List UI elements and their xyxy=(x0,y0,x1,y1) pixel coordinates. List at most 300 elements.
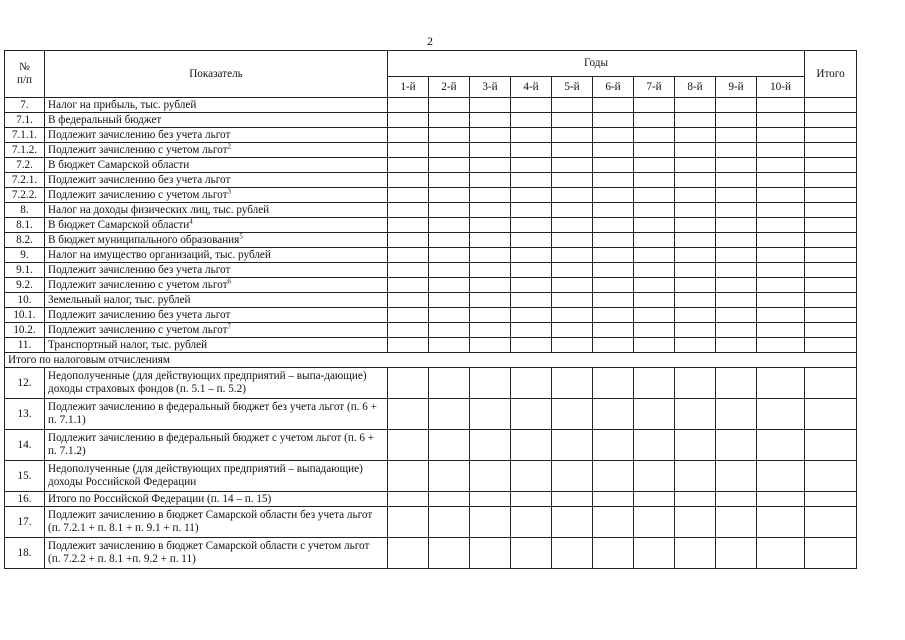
total-cell[interactable] xyxy=(805,338,857,353)
year-cell[interactable] xyxy=(470,278,511,293)
year-cell[interactable] xyxy=(511,173,552,188)
header-total: Итого xyxy=(805,51,857,98)
year-cell[interactable] xyxy=(429,308,470,323)
year-cell[interactable] xyxy=(675,492,716,507)
year-cell[interactable] xyxy=(429,113,470,128)
year-cell[interactable] xyxy=(757,399,805,430)
year-cell[interactable] xyxy=(593,248,634,263)
year-cell[interactable] xyxy=(634,293,675,308)
year-cell[interactable] xyxy=(634,507,675,538)
year-cell[interactable] xyxy=(552,263,593,278)
year-cell[interactable] xyxy=(388,158,429,173)
year-cell[interactable] xyxy=(470,173,511,188)
total-cell[interactable] xyxy=(805,158,857,173)
year-cell[interactable] xyxy=(429,461,470,492)
year-cell[interactable] xyxy=(716,158,757,173)
year-cell[interactable] xyxy=(388,218,429,233)
year-cell[interactable] xyxy=(675,128,716,143)
year-cell[interactable] xyxy=(552,158,593,173)
year-cell[interactable] xyxy=(593,308,634,323)
year-cell[interactable] xyxy=(511,399,552,430)
year-cell[interactable] xyxy=(675,308,716,323)
header-year-5: 5-й xyxy=(552,77,593,98)
year-cell[interactable] xyxy=(675,143,716,158)
year-cell[interactable] xyxy=(429,323,470,338)
year-cell[interactable] xyxy=(388,338,429,353)
year-cell[interactable] xyxy=(552,113,593,128)
year-cell[interactable] xyxy=(757,233,805,248)
year-cell[interactable] xyxy=(388,98,429,113)
year-cell[interactable] xyxy=(675,218,716,233)
table-row xyxy=(5,173,857,188)
year-cell[interactable] xyxy=(716,492,757,507)
table-row xyxy=(5,278,857,293)
year-cell[interactable] xyxy=(429,173,470,188)
year-cell[interactable] xyxy=(429,263,470,278)
year-cell[interactable] xyxy=(388,538,429,569)
year-cell[interactable] xyxy=(511,218,552,233)
row-label: В федеральный бюджет xyxy=(45,113,388,128)
section-row xyxy=(5,353,857,368)
year-cell[interactable] xyxy=(429,158,470,173)
year-cell[interactable] xyxy=(634,368,675,399)
total-cell[interactable] xyxy=(805,233,857,248)
year-cell[interactable] xyxy=(552,173,593,188)
year-cell[interactable] xyxy=(470,98,511,113)
year-cell[interactable] xyxy=(552,218,593,233)
year-cell[interactable] xyxy=(716,203,757,218)
year-cell[interactable] xyxy=(675,399,716,430)
year-cell[interactable] xyxy=(552,338,593,353)
table-row xyxy=(5,218,857,233)
total-cell[interactable] xyxy=(805,507,857,538)
year-cell[interactable] xyxy=(388,113,429,128)
year-cell[interactable] xyxy=(429,399,470,430)
year-cell[interactable] xyxy=(470,218,511,233)
row-label: Налог на прибыль, тыс. рублей xyxy=(45,98,388,113)
total-cell[interactable] xyxy=(805,248,857,263)
year-cell[interactable] xyxy=(511,323,552,338)
year-cell[interactable] xyxy=(757,173,805,188)
year-cell[interactable] xyxy=(511,233,552,248)
year-cell[interactable] xyxy=(470,233,511,248)
year-cell[interactable] xyxy=(388,507,429,538)
total-cell[interactable] xyxy=(805,430,857,461)
table-row xyxy=(5,248,857,263)
year-cell[interactable] xyxy=(429,233,470,248)
year-cell[interactable] xyxy=(429,338,470,353)
year-cell[interactable] xyxy=(511,278,552,293)
year-cell[interactable] xyxy=(511,128,552,143)
year-cell[interactable] xyxy=(593,98,634,113)
year-cell[interactable] xyxy=(634,338,675,353)
year-cell[interactable] xyxy=(757,128,805,143)
year-cell[interactable] xyxy=(716,233,757,248)
year-cell[interactable] xyxy=(552,430,593,461)
year-cell[interactable] xyxy=(552,143,593,158)
year-cell[interactable] xyxy=(593,430,634,461)
year-cell[interactable] xyxy=(552,248,593,263)
year-cell[interactable] xyxy=(470,338,511,353)
total-cell[interactable] xyxy=(805,308,857,323)
year-cell[interactable] xyxy=(634,143,675,158)
year-cell[interactable] xyxy=(716,507,757,538)
year-cell[interactable] xyxy=(675,203,716,218)
year-cell[interactable] xyxy=(593,203,634,218)
row-number: 16. xyxy=(5,492,45,507)
year-cell[interactable] xyxy=(511,248,552,263)
year-cell[interactable] xyxy=(716,128,757,143)
row-number: 7.1.1. xyxy=(5,128,45,143)
year-cell[interactable] xyxy=(470,399,511,430)
year-cell[interactable] xyxy=(593,263,634,278)
year-cell[interactable] xyxy=(511,538,552,569)
year-cell[interactable] xyxy=(675,98,716,113)
row-number: 10.2. xyxy=(5,323,45,338)
row-number: 9.2. xyxy=(5,278,45,293)
year-cell[interactable] xyxy=(388,278,429,293)
total-cell[interactable] xyxy=(805,113,857,128)
total-cell[interactable] xyxy=(805,368,857,399)
year-cell[interactable] xyxy=(388,173,429,188)
total-cell[interactable] xyxy=(805,278,857,293)
year-cell[interactable] xyxy=(675,368,716,399)
total-cell[interactable] xyxy=(805,263,857,278)
year-cell[interactable] xyxy=(470,128,511,143)
header-year-7: 7-й xyxy=(634,77,675,98)
year-cell[interactable] xyxy=(593,368,634,399)
header-years: Годы xyxy=(388,51,805,77)
year-cell[interactable] xyxy=(593,338,634,353)
year-cell[interactable] xyxy=(634,430,675,461)
year-cell[interactable] xyxy=(757,113,805,128)
table-body xyxy=(5,98,857,569)
year-cell[interactable] xyxy=(552,98,593,113)
year-cell[interactable] xyxy=(511,293,552,308)
year-cell[interactable] xyxy=(388,430,429,461)
year-cell[interactable] xyxy=(388,188,429,203)
year-cell[interactable] xyxy=(552,323,593,338)
year-cell[interactable] xyxy=(593,158,634,173)
year-cell[interactable] xyxy=(757,203,805,218)
total-cell[interactable] xyxy=(805,188,857,203)
year-cell[interactable] xyxy=(388,492,429,507)
year-cell[interactable] xyxy=(470,507,511,538)
year-cell[interactable] xyxy=(470,461,511,492)
row-number: 18. xyxy=(5,538,45,569)
year-cell[interactable] xyxy=(634,98,675,113)
year-cell[interactable] xyxy=(716,173,757,188)
year-cell[interactable] xyxy=(675,113,716,128)
year-cell[interactable] xyxy=(716,430,757,461)
year-cell[interactable] xyxy=(470,368,511,399)
year-cell[interactable] xyxy=(511,158,552,173)
year-cell[interactable] xyxy=(593,173,634,188)
row-label: Подлежит зачислению с учетом льгот$^2$ xyxy=(45,143,388,158)
year-cell[interactable] xyxy=(757,538,805,569)
year-cell[interactable] xyxy=(593,188,634,203)
year-cell[interactable] xyxy=(593,143,634,158)
year-cell[interactable] xyxy=(593,278,634,293)
year-cell[interactable] xyxy=(634,188,675,203)
year-cell[interactable] xyxy=(757,278,805,293)
year-cell[interactable] xyxy=(470,143,511,158)
row-label: В бюджет муниципального образования$^5$ xyxy=(45,233,388,248)
year-cell[interactable] xyxy=(675,158,716,173)
footnote-ref: 7 xyxy=(227,322,231,330)
year-cell[interactable] xyxy=(716,143,757,158)
year-cell[interactable] xyxy=(675,233,716,248)
year-cell[interactable] xyxy=(470,538,511,569)
year-cell[interactable] xyxy=(593,538,634,569)
year-cell[interactable] xyxy=(429,368,470,399)
table-row xyxy=(5,492,857,507)
year-cell[interactable] xyxy=(470,308,511,323)
year-cell[interactable] xyxy=(757,188,805,203)
year-cell[interactable] xyxy=(429,98,470,113)
year-cell[interactable] xyxy=(716,538,757,569)
year-cell[interactable] xyxy=(388,293,429,308)
year-cell[interactable] xyxy=(675,323,716,338)
year-cell[interactable] xyxy=(757,368,805,399)
total-cell[interactable] xyxy=(805,98,857,113)
year-cell[interactable] xyxy=(429,248,470,263)
header-indicator: Показатель xyxy=(45,51,388,98)
year-cell[interactable] xyxy=(634,218,675,233)
year-cell[interactable] xyxy=(429,278,470,293)
row-number: 14. xyxy=(5,430,45,461)
total-cell[interactable] xyxy=(805,173,857,188)
year-cell[interactable] xyxy=(634,158,675,173)
year-cell[interactable] xyxy=(429,128,470,143)
year-cell[interactable] xyxy=(511,98,552,113)
year-cell[interactable] xyxy=(511,203,552,218)
year-cell[interactable] xyxy=(470,113,511,128)
total-cell[interactable] xyxy=(805,293,857,308)
year-cell[interactable] xyxy=(675,461,716,492)
year-cell[interactable] xyxy=(470,323,511,338)
year-cell[interactable] xyxy=(388,128,429,143)
year-cell[interactable] xyxy=(429,188,470,203)
year-cell[interactable] xyxy=(470,293,511,308)
year-cell[interactable] xyxy=(757,248,805,263)
row-label: Подлежит зачислению в бюджет Самарской области с учетом льгот (п. 7.2.2 + п. 8.1 +п. 9.2 + п. 11) xyxy=(45,538,388,569)
year-cell[interactable] xyxy=(470,263,511,278)
year-cell[interactable] xyxy=(634,308,675,323)
year-cell[interactable] xyxy=(757,98,805,113)
year-cell[interactable] xyxy=(470,188,511,203)
year-cell[interactable] xyxy=(511,143,552,158)
total-cell[interactable] xyxy=(805,461,857,492)
year-cell[interactable] xyxy=(552,233,593,248)
year-cell[interactable] xyxy=(634,113,675,128)
year-cell[interactable] xyxy=(716,218,757,233)
year-cell[interactable] xyxy=(388,308,429,323)
total-cell[interactable] xyxy=(805,323,857,338)
total-cell[interactable] xyxy=(805,399,857,430)
year-cell[interactable] xyxy=(552,188,593,203)
table-row xyxy=(5,323,857,338)
year-cell[interactable] xyxy=(552,278,593,293)
year-cell[interactable] xyxy=(552,399,593,430)
row-label: Налог на доходы физических лиц, тыс. рублей xyxy=(45,203,388,218)
year-cell[interactable] xyxy=(593,461,634,492)
year-cell[interactable] xyxy=(675,430,716,461)
year-cell[interactable] xyxy=(552,538,593,569)
year-cell[interactable] xyxy=(429,538,470,569)
year-cell[interactable] xyxy=(634,492,675,507)
year-cell[interactable] xyxy=(716,368,757,399)
year-cell[interactable] xyxy=(757,308,805,323)
year-cell[interactable] xyxy=(511,308,552,323)
row-label: Подлежит зачислению с учетом льгот$^3$ xyxy=(45,188,388,203)
year-cell[interactable] xyxy=(757,218,805,233)
year-cell[interactable] xyxy=(593,399,634,430)
total-cell[interactable] xyxy=(805,203,857,218)
year-cell[interactable] xyxy=(388,399,429,430)
year-cell[interactable] xyxy=(511,492,552,507)
year-cell[interactable] xyxy=(511,263,552,278)
year-cell[interactable] xyxy=(388,248,429,263)
year-cell[interactable] xyxy=(757,507,805,538)
year-cell[interactable] xyxy=(470,203,511,218)
year-cell[interactable] xyxy=(429,507,470,538)
year-cell[interactable] xyxy=(511,188,552,203)
year-cell[interactable] xyxy=(716,293,757,308)
year-cell[interactable] xyxy=(757,338,805,353)
footnote-ref: 6 xyxy=(227,277,231,285)
total-cell[interactable] xyxy=(805,143,857,158)
year-cell[interactable] xyxy=(716,278,757,293)
year-cell[interactable] xyxy=(593,492,634,507)
year-cell[interactable] xyxy=(511,113,552,128)
year-cell[interactable] xyxy=(716,399,757,430)
year-cell[interactable] xyxy=(634,278,675,293)
year-cell[interactable] xyxy=(757,461,805,492)
year-cell[interactable] xyxy=(552,492,593,507)
year-cell[interactable] xyxy=(716,323,757,338)
year-cell[interactable] xyxy=(634,128,675,143)
year-cell[interactable] xyxy=(634,323,675,338)
year-cell[interactable] xyxy=(470,492,511,507)
year-cell[interactable] xyxy=(388,323,429,338)
year-cell[interactable] xyxy=(552,368,593,399)
total-cell[interactable] xyxy=(805,218,857,233)
year-cell[interactable] xyxy=(470,248,511,263)
year-cell[interactable] xyxy=(675,263,716,278)
year-cell[interactable] xyxy=(388,368,429,399)
year-cell[interactable] xyxy=(634,461,675,492)
year-cell[interactable] xyxy=(634,203,675,218)
year-cell[interactable] xyxy=(716,188,757,203)
year-cell[interactable] xyxy=(716,248,757,263)
year-cell[interactable] xyxy=(429,430,470,461)
year-cell[interactable] xyxy=(675,248,716,263)
year-cell[interactable] xyxy=(593,323,634,338)
year-cell[interactable] xyxy=(634,399,675,430)
total-cell[interactable] xyxy=(805,538,857,569)
year-cell[interactable] xyxy=(675,278,716,293)
year-cell[interactable] xyxy=(429,293,470,308)
year-cell[interactable] xyxy=(757,323,805,338)
year-cell[interactable] xyxy=(511,461,552,492)
year-cell[interactable] xyxy=(511,507,552,538)
year-cell[interactable] xyxy=(675,507,716,538)
year-cell[interactable] xyxy=(552,308,593,323)
year-cell[interactable] xyxy=(552,203,593,218)
year-cell[interactable] xyxy=(716,338,757,353)
total-cell[interactable] xyxy=(805,492,857,507)
year-cell[interactable] xyxy=(675,538,716,569)
year-cell[interactable] xyxy=(716,113,757,128)
year-cell[interactable] xyxy=(593,113,634,128)
year-cell[interactable] xyxy=(552,293,593,308)
year-cell[interactable] xyxy=(511,338,552,353)
year-cell[interactable] xyxy=(429,203,470,218)
year-cell[interactable] xyxy=(634,263,675,278)
row-label: Подлежит зачислению без учета льгот xyxy=(45,128,388,143)
year-cell[interactable] xyxy=(757,143,805,158)
total-cell[interactable] xyxy=(805,128,857,143)
table-row xyxy=(5,143,857,158)
year-cell[interactable] xyxy=(675,188,716,203)
year-cell[interactable] xyxy=(388,233,429,248)
year-cell[interactable] xyxy=(593,128,634,143)
year-cell[interactable] xyxy=(593,293,634,308)
year-cell[interactable] xyxy=(552,507,593,538)
year-cell[interactable] xyxy=(757,430,805,461)
year-cell[interactable] xyxy=(388,461,429,492)
year-cell[interactable] xyxy=(388,263,429,278)
year-cell[interactable] xyxy=(716,461,757,492)
year-cell[interactable] xyxy=(429,492,470,507)
year-cell[interactable] xyxy=(716,98,757,113)
year-cell[interactable] xyxy=(511,430,552,461)
year-cell[interactable] xyxy=(593,233,634,248)
header-year-3: 3-й xyxy=(470,77,511,98)
year-cell[interactable] xyxy=(716,263,757,278)
year-cell[interactable] xyxy=(511,368,552,399)
header-year-8: 8-й xyxy=(675,77,716,98)
row-label: Подлежит зачислению без учета льгот xyxy=(45,173,388,188)
year-cell[interactable] xyxy=(470,430,511,461)
year-cell[interactable] xyxy=(757,263,805,278)
year-cell[interactable] xyxy=(757,492,805,507)
year-cell[interactable] xyxy=(634,173,675,188)
year-cell[interactable] xyxy=(429,218,470,233)
row-label: Подлежит зачислению без учета льгот xyxy=(45,263,388,278)
row-label: Недополученные (для действующих предприятий – выпадающие) доходы Российской Федерации xyxy=(45,461,388,492)
year-cell[interactable] xyxy=(388,203,429,218)
year-cell[interactable] xyxy=(388,143,429,158)
year-cell[interactable] xyxy=(757,158,805,173)
year-cell[interactable] xyxy=(757,293,805,308)
year-cell[interactable] xyxy=(716,308,757,323)
year-cell[interactable] xyxy=(593,507,634,538)
row-number: 8.2. xyxy=(5,233,45,248)
year-cell[interactable] xyxy=(634,233,675,248)
year-cell[interactable] xyxy=(429,143,470,158)
year-cell[interactable] xyxy=(675,293,716,308)
year-cell[interactable] xyxy=(552,461,593,492)
year-cell[interactable] xyxy=(470,158,511,173)
year-cell[interactable] xyxy=(552,128,593,143)
year-cell[interactable] xyxy=(593,218,634,233)
year-cell[interactable] xyxy=(675,173,716,188)
year-cell[interactable] xyxy=(634,248,675,263)
year-cell[interactable] xyxy=(634,538,675,569)
year-cell[interactable] xyxy=(675,338,716,353)
